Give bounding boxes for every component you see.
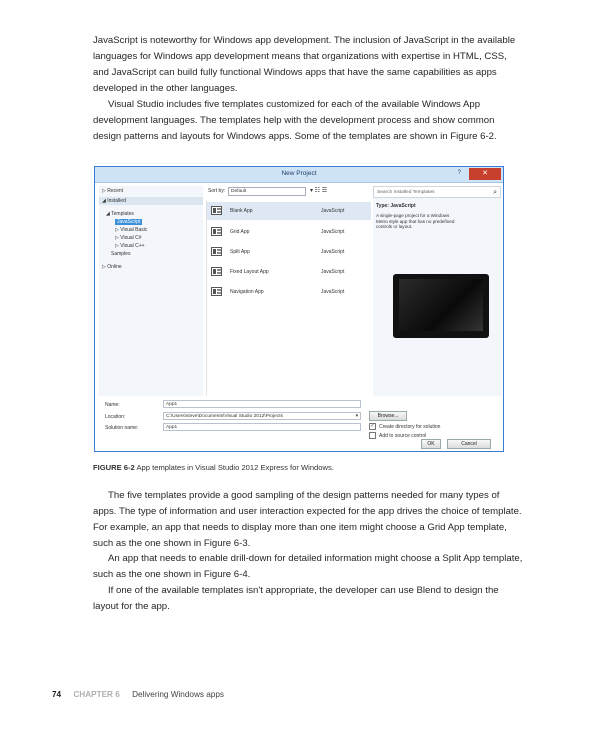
tablet-preview-image [393, 274, 489, 338]
app-template-icon [211, 267, 222, 276]
figure-caption [93, 463, 334, 472]
sort-toolbar [206, 186, 370, 198]
help-icon[interactable]: ? [457, 170, 461, 176]
checkbox-unchecked-icon [369, 432, 376, 439]
ok-button[interactable]: OK [421, 439, 441, 449]
template-language: JavaScript [321, 208, 345, 214]
browse-button[interactable]: Browse... [369, 411, 407, 421]
template-language: JavaScript [321, 249, 345, 255]
page-number: 74 [52, 690, 62, 699]
close-button[interactable]: ✕ [469, 168, 501, 180]
create-directory-checkbox[interactable] [369, 423, 440, 430]
dialog-title: New Project [281, 170, 317, 177]
template-item-grid-app[interactable] [207, 223, 371, 241]
template-language: JavaScript [321, 229, 345, 235]
body-paragraph: Visual Studio includes five templates customized for each of the available Windows App development languages. The templates help with the development process and show common design patterns and layouts for Windows apps. Some of the templates are shown in Figure 6-2. [93, 99, 497, 142]
template-tree [99, 186, 203, 396]
source-control-label: Add to source control [379, 432, 427, 439]
new-project-dialog [94, 166, 504, 452]
body-paragraph: If one of the available templates isn't appropriate, the developer can use Blend to design the layout for the app. [93, 585, 499, 612]
tree-item-templates[interactable]: ◢ Templates [106, 211, 134, 217]
template-list-pane [206, 186, 370, 396]
tree-item-recent[interactable]: ▷ Recent [102, 188, 124, 194]
app-template-icon [211, 227, 222, 236]
tree-item-visual-csharp[interactable]: ▷ Visual C# [115, 235, 142, 241]
name-field[interactable]: App1 [163, 400, 361, 408]
chapter-title: Delivering Windows apps [132, 690, 224, 699]
sort-by-label: Sort by: [208, 188, 226, 194]
template-type-label: Type: JavaScript [376, 203, 416, 209]
body-paragraph: JavaScript is noteworthy for Windows app development. The inclusion of JavaScript in the available languages for Windows app development means that organizations with expertise in HTML, CSS, and JavaScript can build fully functional Windows apps that have the same capabilities as apps developed in the other languages. [93, 35, 516, 94]
template-description: A single-page project for a Windows Metro style app that has no predefined controls or layout. [376, 213, 455, 230]
search-placeholder: Search Installed Templates [377, 190, 435, 195]
template-name: Split App [230, 249, 250, 255]
chevron-down-icon[interactable]: ▾ [355, 414, 358, 419]
app-template-icon [211, 206, 222, 215]
template-details-pane [373, 186, 501, 396]
create-directory-label: Create directory for solution [379, 423, 441, 430]
template-name: Navigation App [230, 289, 264, 295]
body-paragraph: The five templates provide a good sampling of the design patterns needed for many types of apps. The type of information and user interaction expected for the app drives the choice of template. For example, an app that needs to display more than one item might choose a Grid App template, such as the one shown in Figure 6-3. [93, 490, 522, 549]
template-language: JavaScript [321, 269, 345, 275]
figure-label: FIGURE 6-2 [93, 463, 135, 472]
template-list [206, 200, 371, 396]
dialog-title-bar [95, 167, 503, 183]
solution-name-label: Solution name: [105, 425, 139, 431]
sort-by-dropdown[interactable]: Default [228, 187, 306, 196]
template-item-fixed-layout-app[interactable] [207, 263, 371, 281]
search-templates-input[interactable] [373, 186, 501, 198]
page-footer [52, 690, 224, 699]
template-language: JavaScript [321, 289, 345, 295]
name-label: Name: [105, 402, 120, 408]
app-template-icon [211, 287, 222, 296]
tree-item-visual-cpp[interactable]: ▷ Visual C++ [115, 243, 145, 249]
tree-item-online[interactable]: ▷ Online [102, 264, 122, 270]
view-toggle-icons[interactable]: ▾ ☷ ☰ [310, 188, 328, 194]
app-template-icon [211, 247, 222, 256]
template-name: Fixed Layout App [230, 269, 269, 275]
template-item-split-app[interactable] [207, 243, 371, 261]
template-name: Grid App [230, 229, 250, 235]
location-label: Location: [105, 414, 126, 420]
body-paragraph: An app that needs to enable drill-down for detailed information might choose a Split App template, such as the one shown in Figure 6-4. [93, 553, 523, 580]
tree-item-visual-basic[interactable]: ▷ Visual Basic [115, 227, 148, 233]
template-item-navigation-app[interactable] [207, 283, 371, 301]
template-name: Blank App [230, 208, 253, 214]
template-item-blank-app[interactable] [207, 202, 371, 220]
chapter-label: CHAPTER 6 [73, 690, 120, 699]
checkbox-checked-icon: ✓ [370, 423, 375, 429]
location-value: C:\Users\steve\Documents\Visual Studio 2012\Projects [166, 414, 283, 419]
figure-caption-text: App templates in Visual Studio 2012 Express for Windows. [136, 463, 334, 472]
tree-item-samples[interactable]: Samples [111, 251, 131, 257]
search-icon[interactable]: ⌕ [493, 189, 497, 196]
solution-name-field[interactable]: App1 [163, 423, 361, 431]
cancel-button[interactable]: Cancel [447, 439, 491, 449]
location-field[interactable] [163, 412, 361, 420]
tree-item-installed[interactable]: ◢ Installed [102, 198, 126, 204]
source-control-checkbox[interactable] [369, 432, 426, 439]
tree-item-javascript[interactable]: JavaScript [117, 219, 141, 225]
